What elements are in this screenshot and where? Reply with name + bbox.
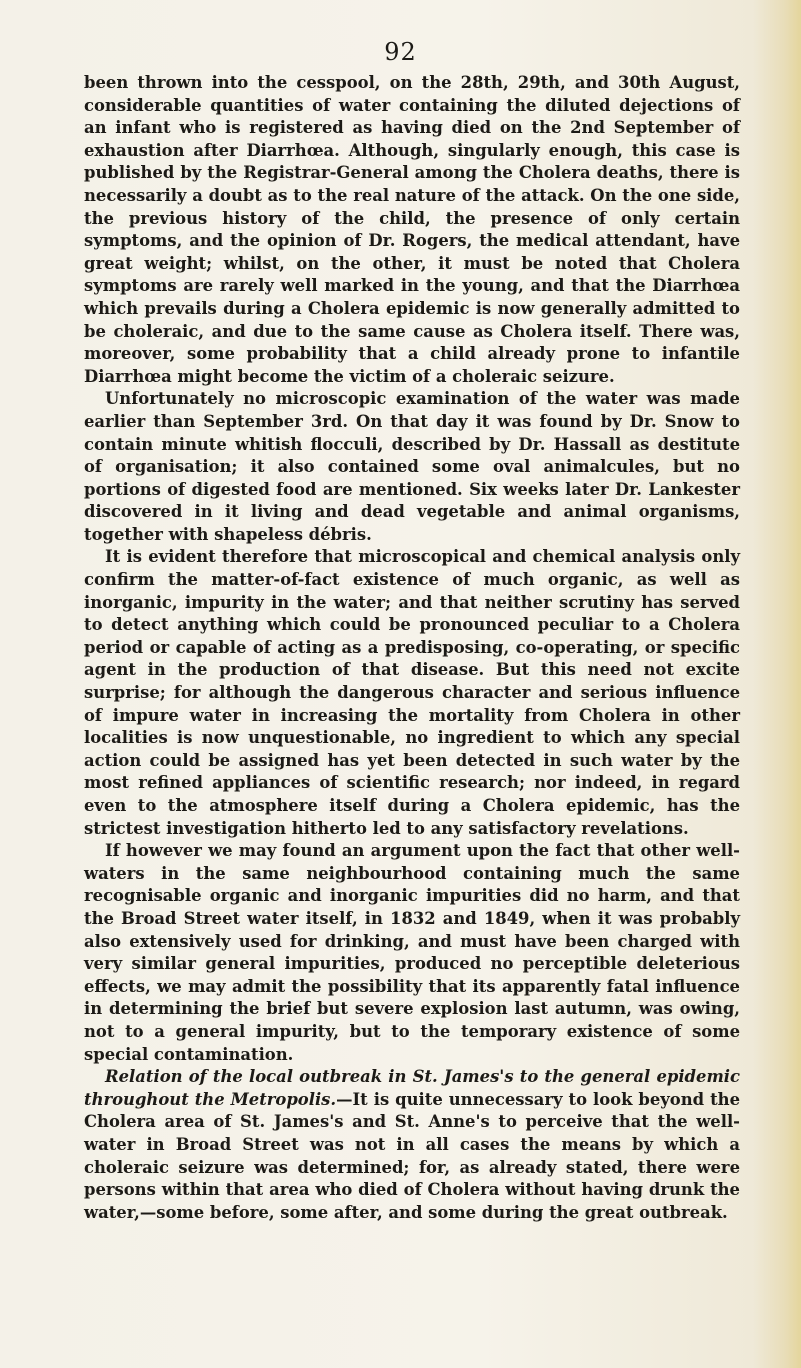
paragraph-3: It is evident therefore that microscopical and chemical analysis only confirm the matter-of-fact existence of much organic, as well as inorganic, impurity in the water; and that neither scrutiny has served to detect anything which could be pronounced peculiar to a Cholera period or capable of acting as a predisposing, co-operating, or specific agent in the production of that disease. But this need not excite surprise; for although the dangerous character and serious influence of impure water in increasing the mortality from Cholera in other localities is now unquestionable, no ingredient to which any special action could be assigned has yet been detected in such water by the most refined appliances of scientific research; nor indeed, in regard even to the atmosphere itself during a Cholera epidemic, has the strictest investigation hitherto led to any satisfactory revelations. <box>84 547 740 838</box>
paragraph-5-text: —It is quite unnecessary to look beyond the Cholera area of St. James's and St. Anne's to perceive that the well-water in Broad Street was not in all cases the means by which a choleraic seizure was determined; for, as already stated, there were persons within that area who died of Cholera without having drunk the water,—some before, some after, and some during the great outbreak. <box>84 1089 741 1222</box>
page-number: 92 <box>384 38 417 66</box>
paragraph-2: Unfortunately no microscopic examination of the water was made earlier than September 3rd. On that day it was found by Dr. Snow to contain minute whitish flocculi, described by Dr. Hassall as destitute of organisation; it also contained some oval animalcules, but no portions of digested food are mentioned. Six weeks later Dr. Lankester discovered in it living and dead vegetable and animal organisms, together with shapeless débris. <box>84 389 740 544</box>
paragraph-5 <box>84 1066 740 1224</box>
body-text <box>84 72 740 1224</box>
section-heading: Relation of the local outbreak in St. James's to the general epidemic throughout the Metropolis. <box>84 1067 740 1109</box>
paragraph-4: If however we may found an argument upon the fact that other well-waters in the same neighbourhood containing much the same recognisable organic and inorganic impurities did no harm, and that the Broad Street water itself, in 1832 and 1849, when it was probably also extensively used for drinking, and must have been charged with very similar general impurities, produced no perceptible deleterious effects, we may admit the possibility that its apparently fatal influence in determining the brief but severe explosion last autumn, was owing, not to a general impurity, but to the temporary existence of some special contamination. <box>84 841 740 1064</box>
paragraph-1: been thrown into the cesspool, on the 28th, 29th, and 30th August, considerable quantities of water containing the diluted dejections of an infant who is registered as having died on the 2nd September of exhaustion after Diarrhœa. Although, singularly enough, this case is published by the Registrar-General among the Cholera deaths, there is necessarily a doubt as to the real nature of the attack. On the one side, the previous history of the child, the presence of only certain symptoms, and the opinion of Dr. Rogers, the medical attendant, have great weight; whilst, on the other, it must be noted that Cholera symptoms are rarely well marked in the young, and that the Diarrhœa which prevails during a Cholera epidemic is now generally admitted to be choleraic, and due to the same cause as Cholera itself. There was, moreover, some probability that a child already prone to infantile Diarrhœa might become the victim of a choleraic seizure. <box>84 73 740 386</box>
